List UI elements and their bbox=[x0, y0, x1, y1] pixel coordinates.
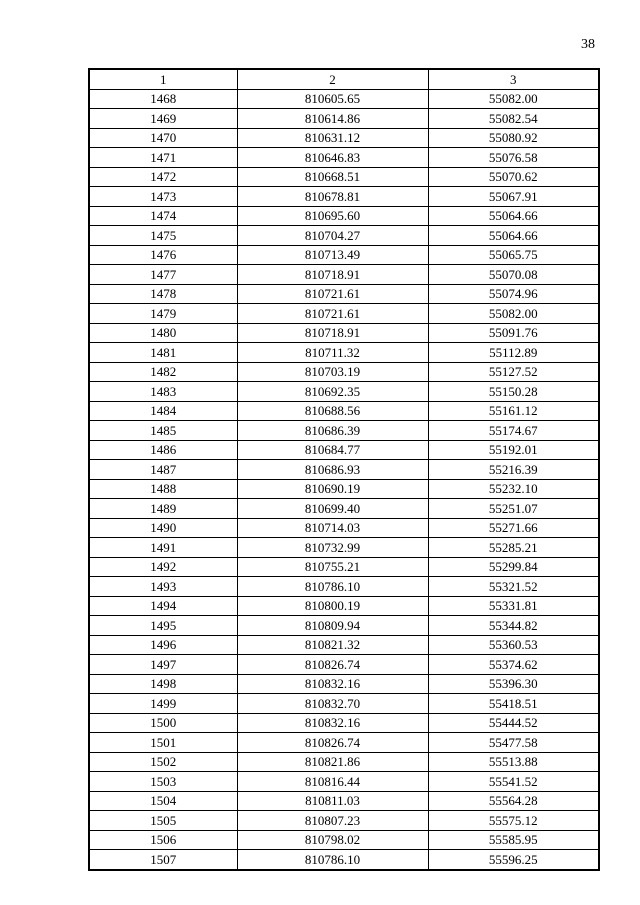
table-cell-col-3: 55064.66 bbox=[428, 226, 599, 246]
table-cell-col-1: 1505 bbox=[89, 811, 237, 831]
table-cell-col-1: 1474 bbox=[89, 206, 237, 226]
page-number: 38 bbox=[581, 37, 595, 52]
table-cell-col-1: 1500 bbox=[89, 713, 237, 733]
table-row bbox=[89, 206, 599, 226]
table-cell-col-3: 55080.92 bbox=[428, 128, 599, 148]
table-row bbox=[89, 674, 599, 694]
table-cell-col-3: 55321.52 bbox=[428, 577, 599, 597]
table-cell-col-1: 1499 bbox=[89, 694, 237, 714]
table-row bbox=[89, 538, 599, 558]
table-row bbox=[89, 187, 599, 207]
table-row bbox=[89, 655, 599, 675]
table-cell-col-2: 810809.94 bbox=[237, 616, 428, 636]
table-row bbox=[89, 850, 599, 870]
table-cell-col-3: 55477.58 bbox=[428, 733, 599, 753]
table-cell-col-3: 55112.89 bbox=[428, 343, 599, 363]
table-cell-col-1: 1496 bbox=[89, 635, 237, 655]
table-row bbox=[89, 304, 599, 324]
table-cell-col-2: 810695.60 bbox=[237, 206, 428, 226]
table-row bbox=[89, 557, 599, 577]
table-row bbox=[89, 245, 599, 265]
table-cell-col-3: 55271.66 bbox=[428, 518, 599, 538]
table-row bbox=[89, 401, 599, 421]
table-cell-col-2: 810704.27 bbox=[237, 226, 428, 246]
table-cell-col-3: 55374.62 bbox=[428, 655, 599, 675]
table-cell-col-2: 810684.77 bbox=[237, 440, 428, 460]
table-cell-col-1: 1479 bbox=[89, 304, 237, 324]
table-cell-col-2: 810832.16 bbox=[237, 674, 428, 694]
table-row bbox=[89, 109, 599, 129]
table-cell-col-2: 810718.91 bbox=[237, 323, 428, 343]
table-row bbox=[89, 733, 599, 753]
table-cell-col-2: 810721.61 bbox=[237, 304, 428, 324]
table-cell-col-1: 1507 bbox=[89, 850, 237, 870]
table-row bbox=[89, 226, 599, 246]
table-cell-col-2: 810668.51 bbox=[237, 167, 428, 187]
table-row bbox=[89, 577, 599, 597]
table-cell-col-1: 1491 bbox=[89, 538, 237, 558]
table-cell-col-3: 55070.62 bbox=[428, 167, 599, 187]
table-cell-col-1: 1492 bbox=[89, 557, 237, 577]
column-header-1: 1 bbox=[89, 69, 237, 89]
table-cell-col-3: 55161.12 bbox=[428, 401, 599, 421]
table-cell-col-3: 55174.67 bbox=[428, 421, 599, 441]
table-cell-col-1: 1470 bbox=[89, 128, 237, 148]
column-header-3: 3 bbox=[428, 69, 599, 89]
column-header-2: 2 bbox=[237, 69, 428, 89]
table-cell-col-2: 810646.83 bbox=[237, 148, 428, 168]
coordinates-table bbox=[88, 68, 600, 871]
table-cell-col-1: 1504 bbox=[89, 791, 237, 811]
table-cell-col-3: 55251.07 bbox=[428, 499, 599, 519]
table-cell-col-1: 1506 bbox=[89, 830, 237, 850]
table-cell-col-2: 810821.32 bbox=[237, 635, 428, 655]
table-cell-col-1: 1472 bbox=[89, 167, 237, 187]
table-cell-col-2: 810690.19 bbox=[237, 479, 428, 499]
table-cell-col-1: 1469 bbox=[89, 109, 237, 129]
table-cell-col-3: 55070.08 bbox=[428, 265, 599, 285]
table-row bbox=[89, 791, 599, 811]
table-cell-col-3: 55216.39 bbox=[428, 460, 599, 480]
table-cell-col-2: 810692.35 bbox=[237, 382, 428, 402]
table-cell-col-2: 810832.70 bbox=[237, 694, 428, 714]
table-row bbox=[89, 596, 599, 616]
table-cell-col-2: 810800.19 bbox=[237, 596, 428, 616]
table-cell-col-3: 55082.00 bbox=[428, 89, 599, 109]
table-cell-col-1: 1476 bbox=[89, 245, 237, 265]
table-cell-col-3: 55127.52 bbox=[428, 362, 599, 382]
table-cell-col-3: 55091.76 bbox=[428, 323, 599, 343]
table-cell-col-2: 810686.93 bbox=[237, 460, 428, 480]
table-cell-col-1: 1489 bbox=[89, 499, 237, 519]
table-cell-col-2: 810798.02 bbox=[237, 830, 428, 850]
table-cell-col-2: 810614.86 bbox=[237, 109, 428, 129]
table-row bbox=[89, 479, 599, 499]
table-cell-col-2: 810718.91 bbox=[237, 265, 428, 285]
table-row bbox=[89, 343, 599, 363]
table-row bbox=[89, 362, 599, 382]
table-row bbox=[89, 265, 599, 285]
table-cell-col-2: 810732.99 bbox=[237, 538, 428, 558]
table-cell-col-3: 55564.28 bbox=[428, 791, 599, 811]
table-row bbox=[89, 713, 599, 733]
table-cell-col-1: 1471 bbox=[89, 148, 237, 168]
table-header bbox=[89, 69, 599, 89]
table-cell-col-1: 1498 bbox=[89, 674, 237, 694]
table-cell-col-2: 810816.44 bbox=[237, 772, 428, 792]
table-cell-col-2: 810786.10 bbox=[237, 577, 428, 597]
table-cell-col-1: 1493 bbox=[89, 577, 237, 597]
table-cell-col-1: 1473 bbox=[89, 187, 237, 207]
table-cell-col-2: 810699.40 bbox=[237, 499, 428, 519]
table-cell-col-2: 810678.81 bbox=[237, 187, 428, 207]
table-cell-col-3: 55585.95 bbox=[428, 830, 599, 850]
table-cell-col-1: 1503 bbox=[89, 772, 237, 792]
table-row bbox=[89, 460, 599, 480]
table-row bbox=[89, 772, 599, 792]
table-cell-col-1: 1477 bbox=[89, 265, 237, 285]
table-cell-col-1: 1475 bbox=[89, 226, 237, 246]
table-cell-col-1: 1485 bbox=[89, 421, 237, 441]
table-cell-col-1: 1497 bbox=[89, 655, 237, 675]
table-cell-col-3: 55067.91 bbox=[428, 187, 599, 207]
table-row bbox=[89, 382, 599, 402]
table-cell-col-2: 810714.03 bbox=[237, 518, 428, 538]
table-cell-col-1: 1502 bbox=[89, 752, 237, 772]
table-row bbox=[89, 616, 599, 636]
table-cell-col-3: 55150.28 bbox=[428, 382, 599, 402]
table-cell-col-3: 55513.88 bbox=[428, 752, 599, 772]
table-row bbox=[89, 167, 599, 187]
table-row bbox=[89, 128, 599, 148]
table-cell-col-3: 55596.25 bbox=[428, 850, 599, 870]
table-cell-col-3: 55360.53 bbox=[428, 635, 599, 655]
table-cell-col-3: 55444.52 bbox=[428, 713, 599, 733]
table-cell-col-3: 55192.01 bbox=[428, 440, 599, 460]
table-row bbox=[89, 440, 599, 460]
table-cell-col-1: 1480 bbox=[89, 323, 237, 343]
table-row bbox=[89, 284, 599, 304]
table-row bbox=[89, 518, 599, 538]
table-cell-col-2: 810711.32 bbox=[237, 343, 428, 363]
table-cell-col-3: 55418.51 bbox=[428, 694, 599, 714]
table-cell-col-3: 55575.12 bbox=[428, 811, 599, 831]
table-cell-col-3: 55232.10 bbox=[428, 479, 599, 499]
table-cell-col-2: 810703.19 bbox=[237, 362, 428, 382]
table-cell-col-2: 810713.49 bbox=[237, 245, 428, 265]
table-cell-col-3: 55396.30 bbox=[428, 674, 599, 694]
table-cell-col-2: 810721.61 bbox=[237, 284, 428, 304]
table-cell-col-2: 810786.10 bbox=[237, 850, 428, 870]
table-cell-col-3: 55344.82 bbox=[428, 616, 599, 636]
table-cell-col-2: 810631.12 bbox=[237, 128, 428, 148]
table-cell-col-3: 55299.84 bbox=[428, 557, 599, 577]
table-cell-col-1: 1494 bbox=[89, 596, 237, 616]
table-cell-col-3: 55064.66 bbox=[428, 206, 599, 226]
table-cell-col-3: 55076.58 bbox=[428, 148, 599, 168]
table-body bbox=[89, 89, 599, 870]
table-cell-col-3: 55082.54 bbox=[428, 109, 599, 129]
table-row bbox=[89, 421, 599, 441]
table-row bbox=[89, 830, 599, 850]
table-cell-col-1: 1501 bbox=[89, 733, 237, 753]
table-cell-col-1: 1484 bbox=[89, 401, 237, 421]
table-cell-col-2: 810826.74 bbox=[237, 733, 428, 753]
table-row bbox=[89, 323, 599, 343]
table-cell-col-2: 810811.03 bbox=[237, 791, 428, 811]
table-cell-col-1: 1488 bbox=[89, 479, 237, 499]
table-row bbox=[89, 694, 599, 714]
table-cell-col-1: 1481 bbox=[89, 343, 237, 363]
table-cell-col-1: 1486 bbox=[89, 440, 237, 460]
table-cell-col-2: 810688.56 bbox=[237, 401, 428, 421]
table-cell-col-1: 1490 bbox=[89, 518, 237, 538]
table-header-row bbox=[89, 69, 599, 89]
table-row bbox=[89, 635, 599, 655]
table-cell-col-1: 1478 bbox=[89, 284, 237, 304]
table-row bbox=[89, 811, 599, 831]
table-cell-col-1: 1495 bbox=[89, 616, 237, 636]
table-cell-col-2: 810686.39 bbox=[237, 421, 428, 441]
table-cell-col-3: 55285.21 bbox=[428, 538, 599, 558]
table-row bbox=[89, 148, 599, 168]
table-cell-col-1: 1482 bbox=[89, 362, 237, 382]
table-cell-col-3: 55541.52 bbox=[428, 772, 599, 792]
table-cell-col-1: 1483 bbox=[89, 382, 237, 402]
table-row bbox=[89, 499, 599, 519]
table-row bbox=[89, 752, 599, 772]
table-cell-col-2: 810832.16 bbox=[237, 713, 428, 733]
table-cell-col-3: 55082.00 bbox=[428, 304, 599, 324]
table-cell-col-2: 810826.74 bbox=[237, 655, 428, 675]
table-cell-col-2: 810755.21 bbox=[237, 557, 428, 577]
table-cell-col-1: 1487 bbox=[89, 460, 237, 480]
table-cell-col-3: 55074.96 bbox=[428, 284, 599, 304]
table-cell-col-2: 810821.86 bbox=[237, 752, 428, 772]
table-cell-col-2: 810605.65 bbox=[237, 89, 428, 109]
table-cell-col-1: 1468 bbox=[89, 89, 237, 109]
table-cell-col-2: 810807.23 bbox=[237, 811, 428, 831]
table-cell-col-3: 55331.81 bbox=[428, 596, 599, 616]
table-row bbox=[89, 89, 599, 109]
table-cell-col-3: 55065.75 bbox=[428, 245, 599, 265]
